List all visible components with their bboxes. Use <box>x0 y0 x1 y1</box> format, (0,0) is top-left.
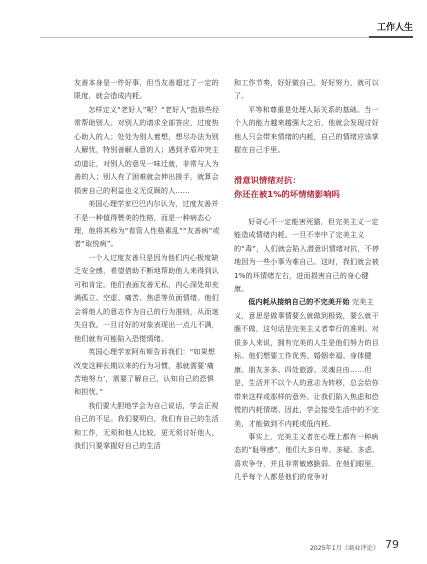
subheading <box>234 173 382 201</box>
page-footer <box>0 537 427 557</box>
paragraph: 我们要大胆地学会为自己说话，学会正视自己的不足。我们要明白，我们有自己的生活和工作，无须和他人比较，更无须讨好他人，我们只要掌握好自己的生活 <box>74 400 219 451</box>
page-header <box>0 0 427 50</box>
paragraph: 好奇心不一定能害死猫，但完美主义一定能造成情绪内耗。一旦不幸中了完美主义的“毒”，人们就会陷入潜意识情绪对抗，不停地因为一些小事为难自己。这时，我们就会被1%的坏情绪左右，进而损害自己的身心健康。 <box>234 216 380 293</box>
paragraph: 友善本身是一件好事，但当友善超过了一定的限度，就会造成内耗。 <box>74 78 219 101</box>
paragraph: 和工作节奏，好好做自己，好好努力，就可以了。 <box>234 78 379 101</box>
subheading-line: 滑意识情绪对抗： <box>234 174 301 185</box>
paragraph-lead: 低内耗从接纳自己的不完美开始 <box>248 297 350 307</box>
paragraph: 事实上，完美主义者在心理上都有一种病态的“耻辱感”，他们大多自卑、多疑、多虑、喜欢争夺，并且非常敏感脆弱。在他们眼里，几乎每个人都是他们的竞争对 <box>234 431 380 482</box>
paragraph: 美国心理学家巴巴内尔认为，过度友善并不是一种值得赞美的性格，而是一种病态心理，他将其称为“看管人性格素乱”“友善病”或者“取悦病”。 <box>74 199 220 249</box>
paragraph: 平等和尊重是处理人际关系的基础。当一个人的能力越来越强大之后，他就会发现讨好他人只会带来情绪的内耗，自己的情绪应该掌握在自己手里。 <box>234 104 379 155</box>
subheading-line: 你还在被1%的坏情绪影响吗 <box>234 188 340 199</box>
header-rule <box>40 37 410 38</box>
right-column <box>234 76 382 484</box>
left-column <box>74 76 221 453</box>
page-number: 79 <box>385 538 399 551</box>
paragraph <box>234 295 382 430</box>
section-title: 工作人生 <box>376 23 413 33</box>
header-rule-accent <box>369 36 413 38</box>
paragraph: 怎样定义“老好人”呢？“老好人”指那些经常帮助别人、对别人的请求全部答应，过度热心助人的人；处处为别人着想，想尽办法为别人解忧，特别善解人意的人；遇到矛盾冲突主动道让，对别人的意见一味迁就，非常与人为善的人；别人有了困难就会伸出援手，就算会损害自己的利益也义无反顾的人…… <box>74 104 220 195</box>
issue-label: 2025年1月《商业评论》 <box>309 545 379 552</box>
paragraph-body: 完美主义，意思是做事情要么就做到极致，要么就干脆不做，这句话是完美主义者奉行的准则。对很多人来说，拥有完美的人生是他们努力的目标。他们想要工作优秀、婚姻幸福、身体健康、朋友多多、四处旅游、灵魂自由……但是，生活并不以个人的意志为转移，总会给你带来这样或那样的意外。让我们陷入焦虑和恐慌的内耗情绪。因此，学会接受生活中的不完美，才能做到不内耗或低内耗。 <box>234 297 379 428</box>
paragraph: 英国心理学家阿布斯告诉我们：“如果想改变这种长期以来的行为习惯，那就需要‘痛苦地努力’，需要了解自己，认知自己的恐惧和担忧。” <box>74 347 216 397</box>
paragraph: 一个人过度友善只是因为他们内心极度缺乏安全感，希望借助不断地帮助他人来得到认可和肯定。他们表面友善无私，内心深处却充满孤立、空虚、痛苦、焦虑等负面情绪。他们会将他人的意志作为自己的行为准则，从而迷失自我。一旦讨好的对象表现出一点儿不满，他们就有可能陷入恐慌情绪。 <box>74 252 219 343</box>
